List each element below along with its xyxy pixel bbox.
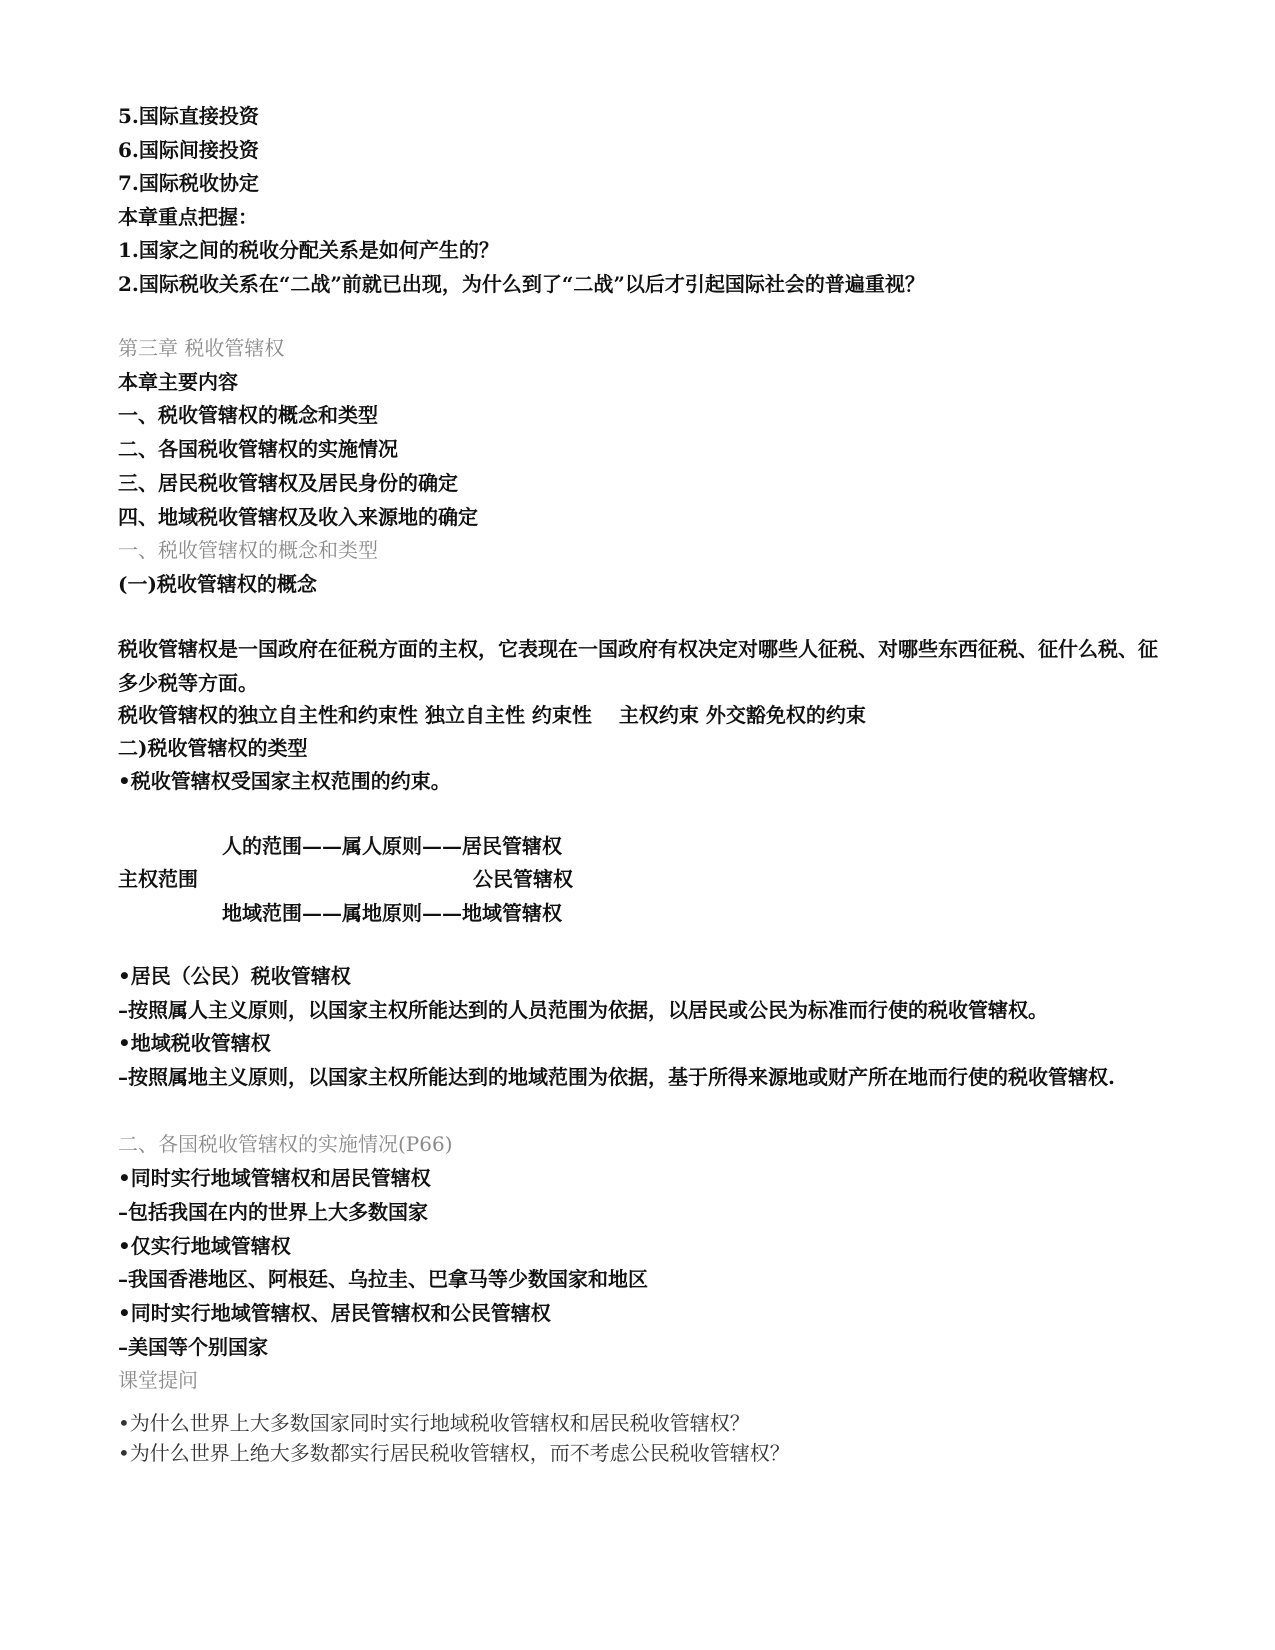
concept-paragraph: 税收管辖权是一国政府在征税方面的主权，它表现在一国政府有权决定对哪些人征税、对哪些东西征税、征什么税、征多少税等方面。 bbox=[118, 637, 1158, 695]
main-content-title: 本章主要内容 bbox=[118, 370, 238, 394]
subsection-heading: 二)税收管辖权的类型 bbox=[118, 736, 308, 760]
key-point: 2.国际税收关系在“二战”前就已出现，为什么到了“二战”以后才引起国际社会的普遍重视？ bbox=[118, 272, 925, 296]
bullet-item: •地域税收管辖权 bbox=[118, 1031, 271, 1055]
bullet-desc: –美国等个别国家 bbox=[118, 1335, 268, 1359]
bullet-desc: –包括我国在内的世界上大多数国家 bbox=[118, 1200, 428, 1224]
content-item: 二、各国税收管辖权的实施情况 bbox=[118, 437, 398, 461]
diagram-row: 人的范围——属人原则——居民管辖权 bbox=[222, 834, 562, 858]
content-item: 一、税收管辖权的概念和类型 bbox=[118, 403, 378, 427]
traits-line: 税收管辖权的独立自主性和约束性 独立自主性 约束性 主权约束 外交豁免权的约束 bbox=[118, 703, 866, 727]
key-points-title: 本章重点把握： bbox=[118, 205, 258, 229]
bullet-item: •同时实行地域管辖权、居民管辖权和公民管辖权 bbox=[118, 1301, 551, 1325]
list-item: 7.国际税收协定 bbox=[118, 171, 259, 195]
list-item: 6.国际间接投资 bbox=[118, 138, 259, 162]
key-point: 1.国家之间的税收分配关系是如何产生的？ bbox=[118, 238, 499, 262]
bullet-item: •居民（公民）税收管辖权 bbox=[118, 964, 351, 988]
bullet-desc: –按照属地主义原则，以国家主权所能达到的地域范围为依据，基于所得来源地或财产所在地而行使的税收管辖权. bbox=[118, 1065, 1115, 1089]
chapter-title: 第三章 税收管辖权 bbox=[118, 336, 285, 360]
section-heading: 一、税收管辖权的概念和类型 bbox=[118, 538, 378, 562]
bullet-desc: –按照属人主义原则，以国家主权所能达到的人员范围为依据，以居民或公民为标准而行使的税收管辖权。 bbox=[118, 998, 1048, 1022]
bullet-desc: –我国香港地区、阿根廷、乌拉圭、巴拿马等少数国家和地区 bbox=[118, 1267, 648, 1291]
class-question: •为什么世界上绝大多数都实行居民税收管辖权，而不考虑公民税收管辖权？ bbox=[118, 1441, 790, 1465]
bullet-item: •同时实行地域管辖权和居民管辖权 bbox=[118, 1166, 431, 1190]
diagram-root: 主权范围 bbox=[118, 867, 198, 891]
diagram-row: 公民管辖权 bbox=[473, 867, 573, 891]
list-item: 5.国际直接投资 bbox=[118, 104, 259, 128]
class-question: •为什么世界上大多数国家同时实行地域税收管辖权和居民税收管辖权？ bbox=[118, 1411, 750, 1435]
subsection-heading: (一)税收管辖权的概念 bbox=[118, 572, 317, 596]
diagram-row: 地域范围——属地原则——地域管辖权 bbox=[222, 901, 562, 925]
bullet-item: •仅实行地域管辖权 bbox=[118, 1234, 291, 1258]
content-item: 三、居民税收管辖权及居民身份的确定 bbox=[118, 471, 458, 495]
section-heading: 二、各国税收管辖权的实施情况(P66) bbox=[118, 1132, 453, 1156]
content-item: 四、地域税收管辖权及收入来源地的确定 bbox=[118, 505, 478, 529]
bullet-item: •税收管辖权受国家主权范围的约束。 bbox=[118, 769, 451, 793]
class-question-title: 课堂提问 bbox=[118, 1368, 198, 1392]
